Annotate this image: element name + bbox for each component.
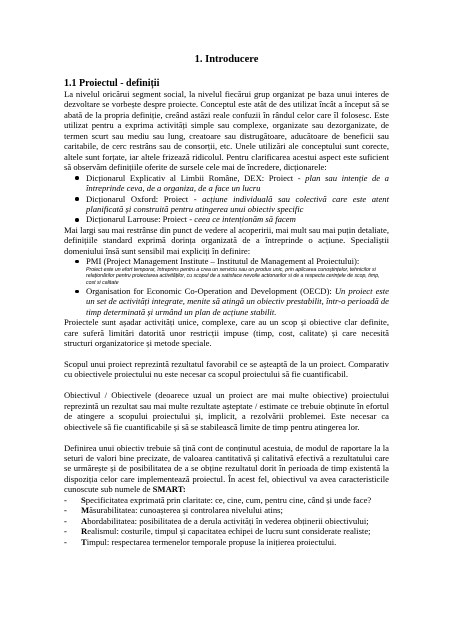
- definition-oecd: [86, 286, 389, 317]
- definition-larrouse: [86, 214, 389, 224]
- definition-source: Dicționarul Larrouse: Proiect -: [86, 214, 195, 225]
- smart-item: [81, 526, 389, 536]
- definition-text: acțiune individuală sau colectivă care este atent planificată și construită pentru atingerea unui obiectiv specific: [86, 193, 389, 214]
- smart-item: [81, 495, 389, 505]
- specialist-definitions-list: [64, 256, 389, 317]
- intro-paragraph: La nivelul oricărui segment social, la nivelul fiecărui grup organizat pe baza unui interes de dezvoltare se vorbește despre proiecte. Conceptul este atât de des utilizat încât a început să se abată de la propria definiție, creând astăzi reale confuzii în rândul celor care îl folosesc. Este utilizat pentru a exprima activități simple sau complexe, organizate sau dezorganizate, de termen scurt sau mediu sau lung, creatoare sau distrugătoare, aducătoare de beneficii sau caritabile, de cerc restrâns sau de consorții, etc. Unele utilizări ale conceptului sunt corecte, altele sunt forțate, iar altele frizează ridicolul. Pentru clarificarea acestui aspect este suficient să observăm definițiile oferite de sursele cele mai de încredere, dicționarele:: [64, 89, 389, 173]
- smart-item: [81, 537, 389, 547]
- smart-item: [81, 516, 389, 526]
- definition-text: ceea ce intenționăm să facem: [194, 214, 296, 225]
- smart-intro-paragraph: [64, 443, 389, 495]
- definition-pmi: [86, 256, 389, 286]
- definition-dex: [86, 173, 389, 194]
- smart-label: SMART:: [152, 484, 186, 495]
- smart-text: pecificitatea exprimată prin claritate: ce, cine, cum, pentru cine, când și unde face?: [85, 494, 372, 505]
- dictionary-definitions-list: [64, 173, 389, 225]
- definition-source: Dicționarul Oxford: Proiect -: [86, 193, 203, 204]
- smart-item: [81, 505, 389, 515]
- definition-text: Un proiect este un set de activități integrate, menite să atingă un obiectiv prestabilit, într-o perioadă de timp determinată și urmând un plan de acțiune stabilit.: [86, 285, 390, 317]
- definition-oxford: [86, 194, 389, 215]
- summary-paragraph: Proiectele sunt așadar activități unice, complexe, care au un scop și obiective clar definite, care suferă limitări datorită unor restricții impuse (timp, cost, calitate) și care necesită structuri organizatorice și metode speciale.: [64, 317, 389, 349]
- chapter-heading: 1. Introducere: [194, 54, 259, 65]
- objectives-paragraph: Obiectivul / Obiectivele (deoarece uzual un proiect are mai multe obiective) proiectului reprezintă un rezultat sau mai multe rezultate așteptate / estimate ce trebuie obținute în efortul de atingere a scopului proiectului și, implicit, a rezolvării problemei. Este necesar ca obiectivele să fie cuantificabile și să se stabilească limite de timp pentru atingerea lor.: [64, 390, 389, 432]
- specialists-paragraph: Mai largi sau mai restrânse din punct de vedere al acoperirii, mai mult sau mai puțin detaliate, definițiile standard exprimă dorința organizată de a întreprinde o acțiune. Specialiștii domeniului însă sunt sensibil mai expliciți în definire:: [64, 224, 389, 256]
- smart-letter: R: [81, 526, 88, 537]
- definition-text: plan sau intenție de a întreprinde ceva, de a organiza, de a face un lucru: [86, 172, 389, 194]
- smart-list: [64, 495, 389, 547]
- scope-paragraph: Scopul unui proiect reprezintă rezultatul favorabil ce se așteaptă de la un proiect. Comparativ cu obiectivele proiectului nu este necesar ca scopul proiectului să fie cuantificabil.: [64, 359, 389, 380]
- definition-source: PMI (Project Management Institute – Institutul de Management al Proiectului):: [86, 256, 360, 267]
- definition-source: Organisation for Economic Co-Operation and Development (OECD):: [86, 285, 335, 296]
- smart-letter: A: [81, 515, 88, 526]
- smart-text: ăsurabilitatea: cunoașterea și controlarea nivelului atins;: [89, 505, 283, 516]
- smart-letter: S: [81, 494, 86, 505]
- smart-text: bordabilitatea: posibilitatea de a derula activități în vederea obținerii obiectivului;: [87, 515, 369, 526]
- definition-source: Dicționarul Explicativ al Limbii Române, DEX: Proiect -: [86, 172, 306, 183]
- smart-intro-text: Definirea unui obiectiv trebuie să țină cont de conținutul acestuia, de modul de raportare la la seturi de valori bine precizate, de valoarea cantitativă și calitativă efectivă a rezultatului care se urmărește și de posibilitatea de a se obține rezultatul dorit în perioada de timp existentă la dispoziția celor care implementează proiectul. În acest fel, obiectivul va avea caracteristicile cunoscute sub numele de: [64, 442, 389, 495]
- smart-text: impul: respectarea termenelor temporale propuse la inițierea proiectului.: [86, 536, 337, 547]
- definition-text: Proiect este un efort temporar, întreprins pentru a crea un serviciu sau un produs unic, prin aplicarea cunoștințelor, tehnicilor si relaționărilor pentru proiectarea activităților, cu scopul de a satisface nevoile actionarilor si de a respecta cerințele de scop, timp, cost si calitate: [86, 266, 380, 286]
- smart-text: ealismul: costurile, timpul și capacitatea echipei de lucru sunt considerate realiste;: [87, 526, 371, 537]
- smart-letter: M: [81, 505, 90, 516]
- section-title: 1.1 Proiectul - definiții: [64, 78, 160, 89]
- smart-letter: T: [81, 536, 87, 547]
